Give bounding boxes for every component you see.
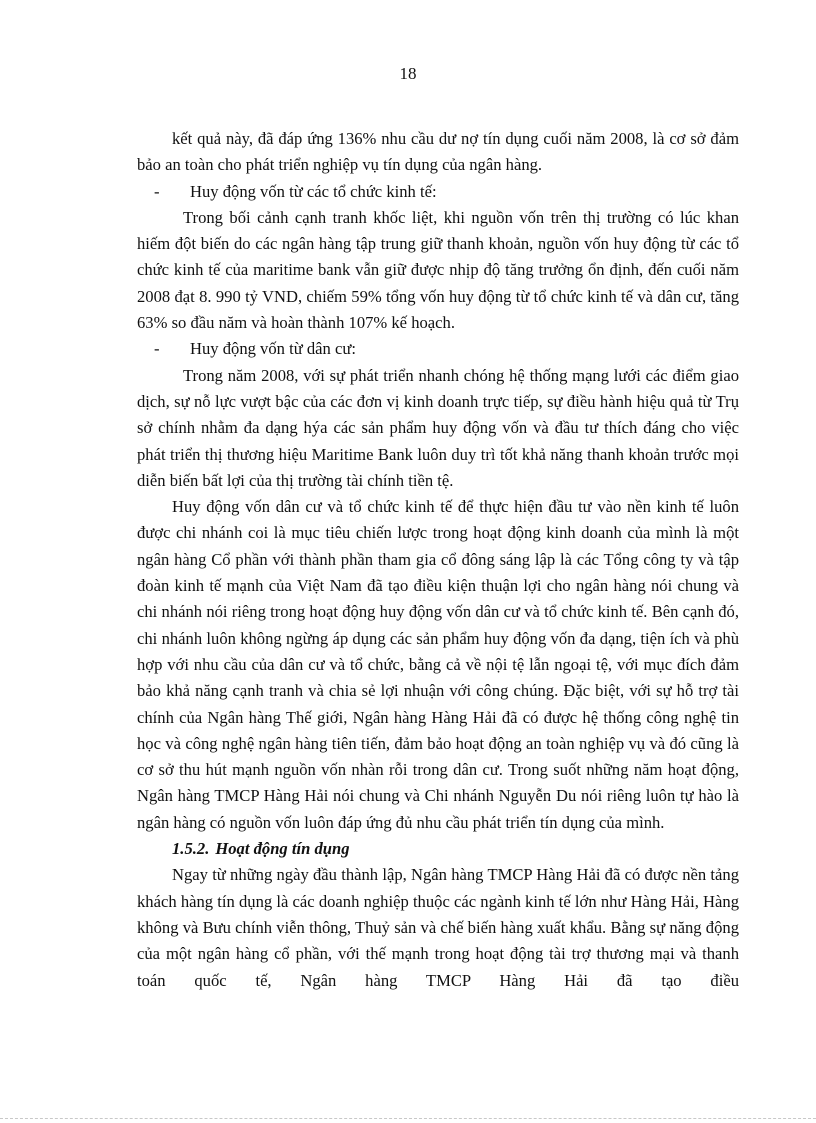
bullet-text: Huy động vốn từ các tổ chức kinh tế: [190, 181, 437, 201]
bullet-item [137, 179, 739, 205]
page-bottom-rule [0, 1118, 816, 1119]
paragraph: kết quả này, đã đáp ứng 136% nhu cầu dư nợ tín dụng cuối năm 2008, là cơ sở đảm bảo an toàn cho phát triển nghiệp vụ tín dụng của ngân hàng. [137, 129, 739, 175]
section-heading [137, 836, 739, 862]
bullet-dash: - [154, 339, 160, 359]
document-body [137, 126, 739, 994]
page-number: 18 [399, 64, 417, 83]
paragraph: Trong năm 2008, với sự phát triển nhanh chóng hệ thống mạng lưới các điểm giao dịch, sự nỗ lực vượt bậc của các đơn vị kinh doanh trực tiếp, sự điều hành hiệu quả từ Trụ sở chính nhằm đa dạng hýa các sản phẩm huy động vốn và đầu tư thích đáng cho việc phát triển thị thương hiệu Maritime Bank luôn duy trì tốt khả năng thanh khoản trước mọi diễn biến bất lợi của thị trường tài chính tiền tệ. [137, 365, 739, 490]
paragraph: Ngay từ những ngày đầu thành lập, Ngân hàng TMCP Hàng Hải đã có được nền tảng khách hàng tín dụng là các doanh nghiệp thuộc các ngành kinh tế lớn như Hàng Hải, Hàng không và Bưu chính viễn thông, Thuỷ sản và chế biến hàng xuất khẩu. Bằng sự năng động của một ngân hàng cổ phần, với thế mạnh trong hoạt động tài trợ thương mại và thanh toán quốc tế, Ngân hàng TMCP Hàng Hải đã tạo điều [137, 865, 739, 990]
section-number: 1.5.2. [172, 839, 210, 859]
section-title: Hoạt động tín dụng [215, 839, 350, 859]
paragraph: Huy động vốn dân cư và tổ chức kinh tế để thực hiện đầu tư vào nền kinh tế luôn được chi nhánh coi là mục tiêu chiến lược trong hoạt động kinh doanh của mình là một ngân hàng Cổ phần với thành phần tham gia cổ đông sáng lập là các Tổng công ty và tập đoàn kinh tế mạnh của Việt Nam đã tạo điều kiện thuận lợi cho ngân hàng nói chung và chi nhánh nói riêng trong hoạt động huy động vốn dân cư và tổ chức kinh tế. Bên cạnh đó, chi nhánh luôn không ngừng áp dụng các sản phẩm huy động vốn đa dạng, tiện ích và phù hợp với nhu cầu của dân cư và tổ chức, bằng cả về nội tệ lẫn ngoại tệ, với mục đích đảm bảo khả năng cạnh tranh và chia sẻ lợi nhuận với công chúng. Đặc biệt, với sự hỗ trợ tài chính của Ngân hàng Thế giới, Ngân hàng Hàng Hải đã có được hệ thống công nghệ tin học và công nghệ ngân hàng tiên tiến, đảm bảo hoạt động an toàn nghiệp vụ và đó cũng là cơ sở thu hút mạnh nguồn vốn nhàn rỗi trong dân cư. Trong suốt những năm hoạt động, Ngân hàng TMCP Hàng Hải nói chung và Chi nhánh Nguyễn Du nói riêng luôn tự hào là ngân hàng có nguồn vốn luôn đáp ứng đủ nhu cầu phát triển tín dụng của mình. [137, 497, 739, 832]
bullet-text: Huy động vốn từ dân cư: [190, 339, 356, 359]
bullet-dash: - [154, 181, 160, 201]
paragraph: Trong bối cảnh cạnh tranh khốc liệt, khi nguồn vốn trên thị trường có lúc khan hiếm đột biến do các ngân hàng tập trung giữ thanh khoản, nguồn vốn huy động từ các tổ chức kinh tế của maritime bank vẫn giữ được nhịp độ tăng trưởng ổn định, đến cuối năm 2008 đạt 8. 990 tỷ VND, chiếm 59% tổng vốn huy động từ tổ chức kinh tế và dân cư, tăng 63% so đầu năm và hoàn thành 107% kế hoạch. [137, 207, 739, 333]
bullet-item [137, 336, 739, 362]
